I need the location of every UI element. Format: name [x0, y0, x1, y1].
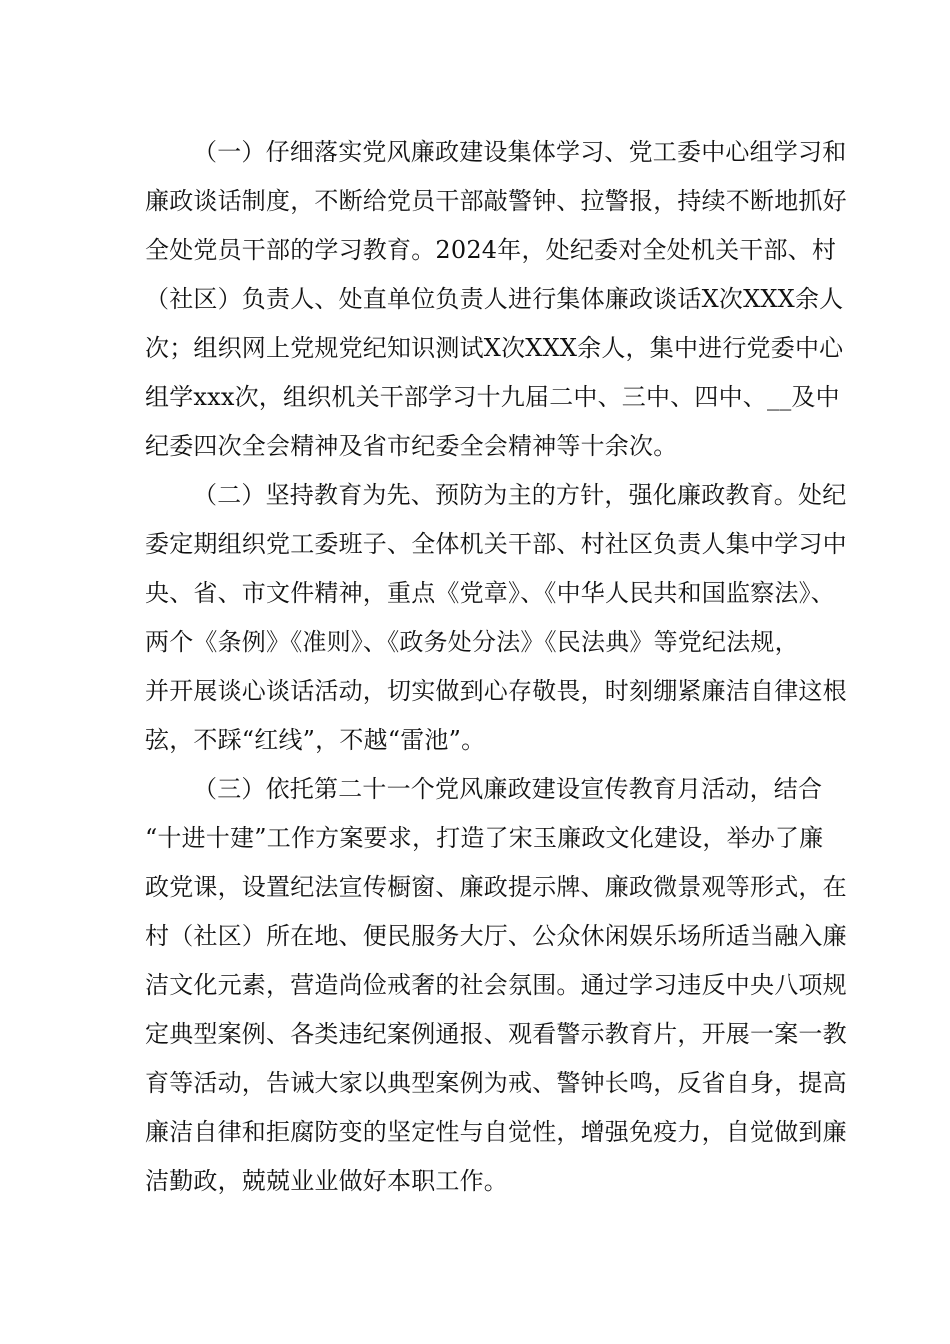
- paragraph-2-line-1: （二）坚持教育为先、预防为主的方针，强化廉政教育。处纪: [193, 481, 847, 509]
- paragraph-3-line-1: （三）依托第二十一个党风廉政建设宣传教育月活动，结合: [193, 775, 823, 803]
- paragraph-2-line-6: 弦，不踩“红线”，不越“雷池”。: [145, 726, 486, 754]
- paragraph-3-line-3: 政党课，设置纪法宣传橱窗、廉政提示牌、廉政微景观等形式，在: [145, 873, 847, 901]
- paragraph-3-line-7: 育等活动，告诫大家以典型案例为戒、警钟长鸣，反省自身，提高: [145, 1069, 847, 1097]
- paragraph-2-line-5: 并开展谈心谈话活动，切实做到心存敬畏，时刻绷紧廉洁自律这根: [145, 677, 847, 705]
- paragraph-2-line-4: 两个《条例》《准则》、《政务处分法》《民法典》等党纪法规，: [145, 628, 799, 656]
- paragraph-2-line-3: 央、省、市文件精神，重点《党章》、《中华人民共和国监察法》、: [145, 579, 835, 607]
- paragraph-1-line-7: 纪委四次全会精神及省市纪委全会精神等十余次。: [145, 432, 678, 460]
- paragraph-1-line-3: 全处党员干部的学习教育。2024年，处纪委对全处机关干部、村: [145, 236, 837, 264]
- paragraph-3-line-4: 村（社区）所在地、便民服务大厅、公众休闲娱乐场所适当融入廉: [145, 922, 847, 950]
- paragraph-1-line-6: 组学xxx次，组织机关干部学习十九届二中、三中、四中、__及中: [145, 383, 840, 411]
- paragraph-1-line-1: （一）仔细落实党风廉政建设集体学习、党工委中心组学习和: [193, 138, 847, 166]
- paragraph-3-line-6: 定典型案例、各类违纪案例通报、观看警示教育片，开展一案一教: [145, 1020, 847, 1048]
- paragraph-2-line-2: 委定期组织党工委班子、全体机关干部、村社区负责人集中学习中: [145, 530, 847, 558]
- paragraph-1-line-2: 廉政谈话制度，不断给党员干部敲警钟、拉警报，持续不断地抓好: [145, 187, 847, 215]
- paragraph-3-line-2: “十进十建”工作方案要求，打造了宋玉廉政文化建设，举办了廉: [145, 824, 824, 852]
- paragraph-3-line-8: 廉洁自律和拒腐防变的坚定性与自觉性，增强免疫力，自觉做到廉: [145, 1118, 847, 1146]
- paragraph-3-line-9: 洁勤政，兢兢业业做好本职工作。: [145, 1167, 508, 1195]
- paragraph-1-line-5: 次；组织网上党规党纪知识测试X次XXX余人，集中进行党委中心: [145, 334, 844, 362]
- paragraph-1-line-4: （社区）负责人、处直单位负责人进行集体廉政谈话X次XXX余人: [145, 285, 844, 313]
- paragraph-3-line-5: 洁文化元素，营造尚俭戒奢的社会氛围。通过学习违反中央八项规: [145, 971, 847, 999]
